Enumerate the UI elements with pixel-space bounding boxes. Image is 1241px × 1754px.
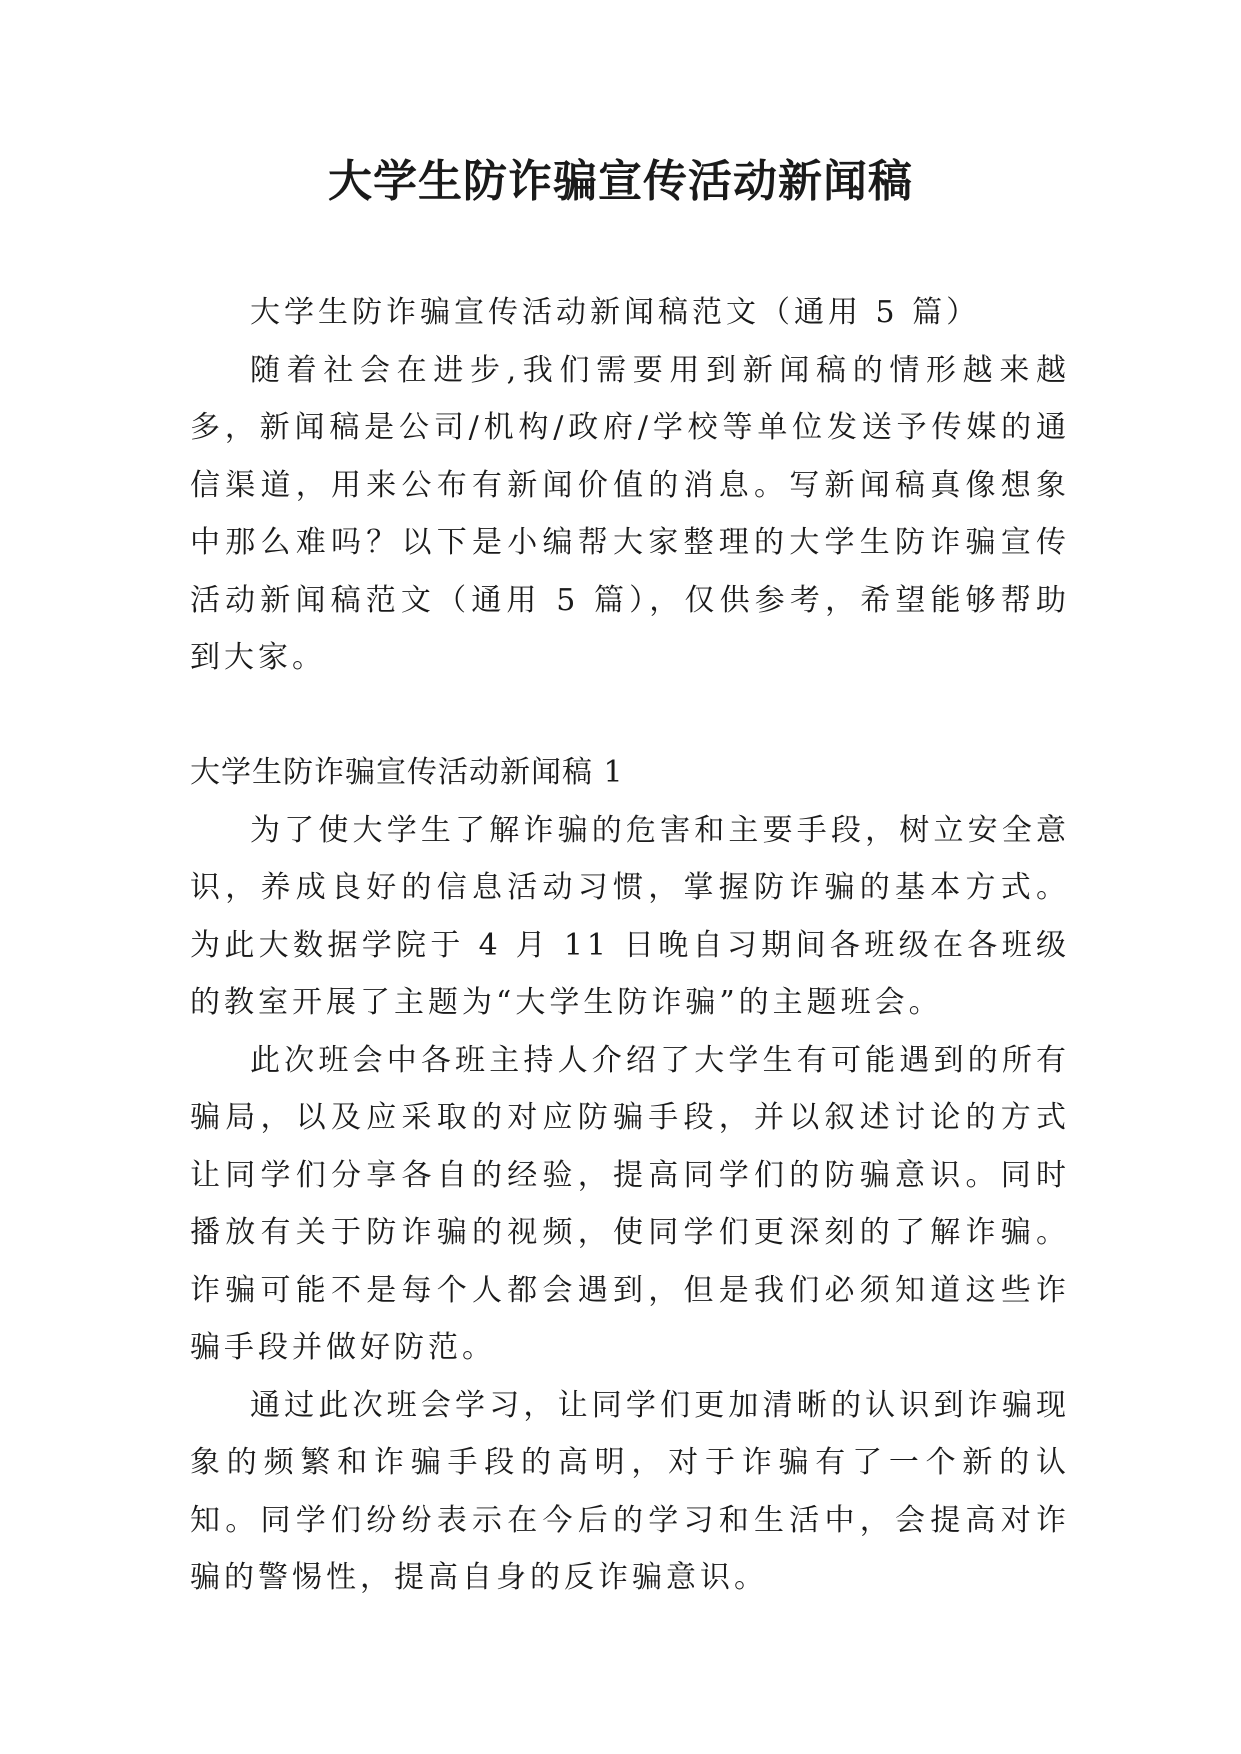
document-title: 大学生防诈骗宣传活动新闻稿 <box>328 156 913 207</box>
document-body <box>190 284 1070 1607</box>
document-subtitle: 大学生防诈骗宣传活动新闻稿范文（通用 5 篇） <box>250 295 981 330</box>
section-paragraph-1: 为了使大学生了解诈骗的危害和主要手段，树立安全意识，养成良好的信息活动习惯，掌握防诈骗的基本方式。为此大数据学院于 4 月 11 日晚自习期间各班级在各班级的教室开展了主题为“大学生防诈骗”的主题班会。 <box>190 812 1070 1020</box>
section-paragraph-2: 此次班会中各班主持人介绍了大学生有可能遇到的所有骗局，以及应采取的对应防骗手段，并以叙述讨论的方式让同学们分享各自的经验，提高同学们的防骗意识。同时播放有关于防诈骗的视频，使同学们更深刻的了解诈骗。诈骗可能不是每个人都会遇到，但是我们必须知道这些诈骗手段并做好防范。 <box>190 1042 1070 1365</box>
section-paragraph-3: 通过此次班会学习，让同学们更加清晰的认识到诈骗现象的频繁和诈骗手段的高明，对于诈骗有了一个新的认知。同学们纷纷表示在今后的学习和生活中，会提高对诈骗的警惕性，提高自身的反诈骗意识。 <box>190 1387 1070 1595</box>
intro-paragraph: 随着社会在进步,我们需要用到新闻稿的情形越来越多，新闻稿是公司/机构/政府/学校等单位发送予传媒的通信渠道，用来公布有新闻价值的消息。写新闻稿真像想象中那么难吗？以下是小编帮大家整理的大学生防诈骗宣传活动新闻稿范文（通用 5 篇），仅供参考，希望能够帮助到大家。 <box>190 352 1070 675</box>
section-heading: 大学生防诈骗宣传活动新闻稿 1 <box>190 755 624 790</box>
